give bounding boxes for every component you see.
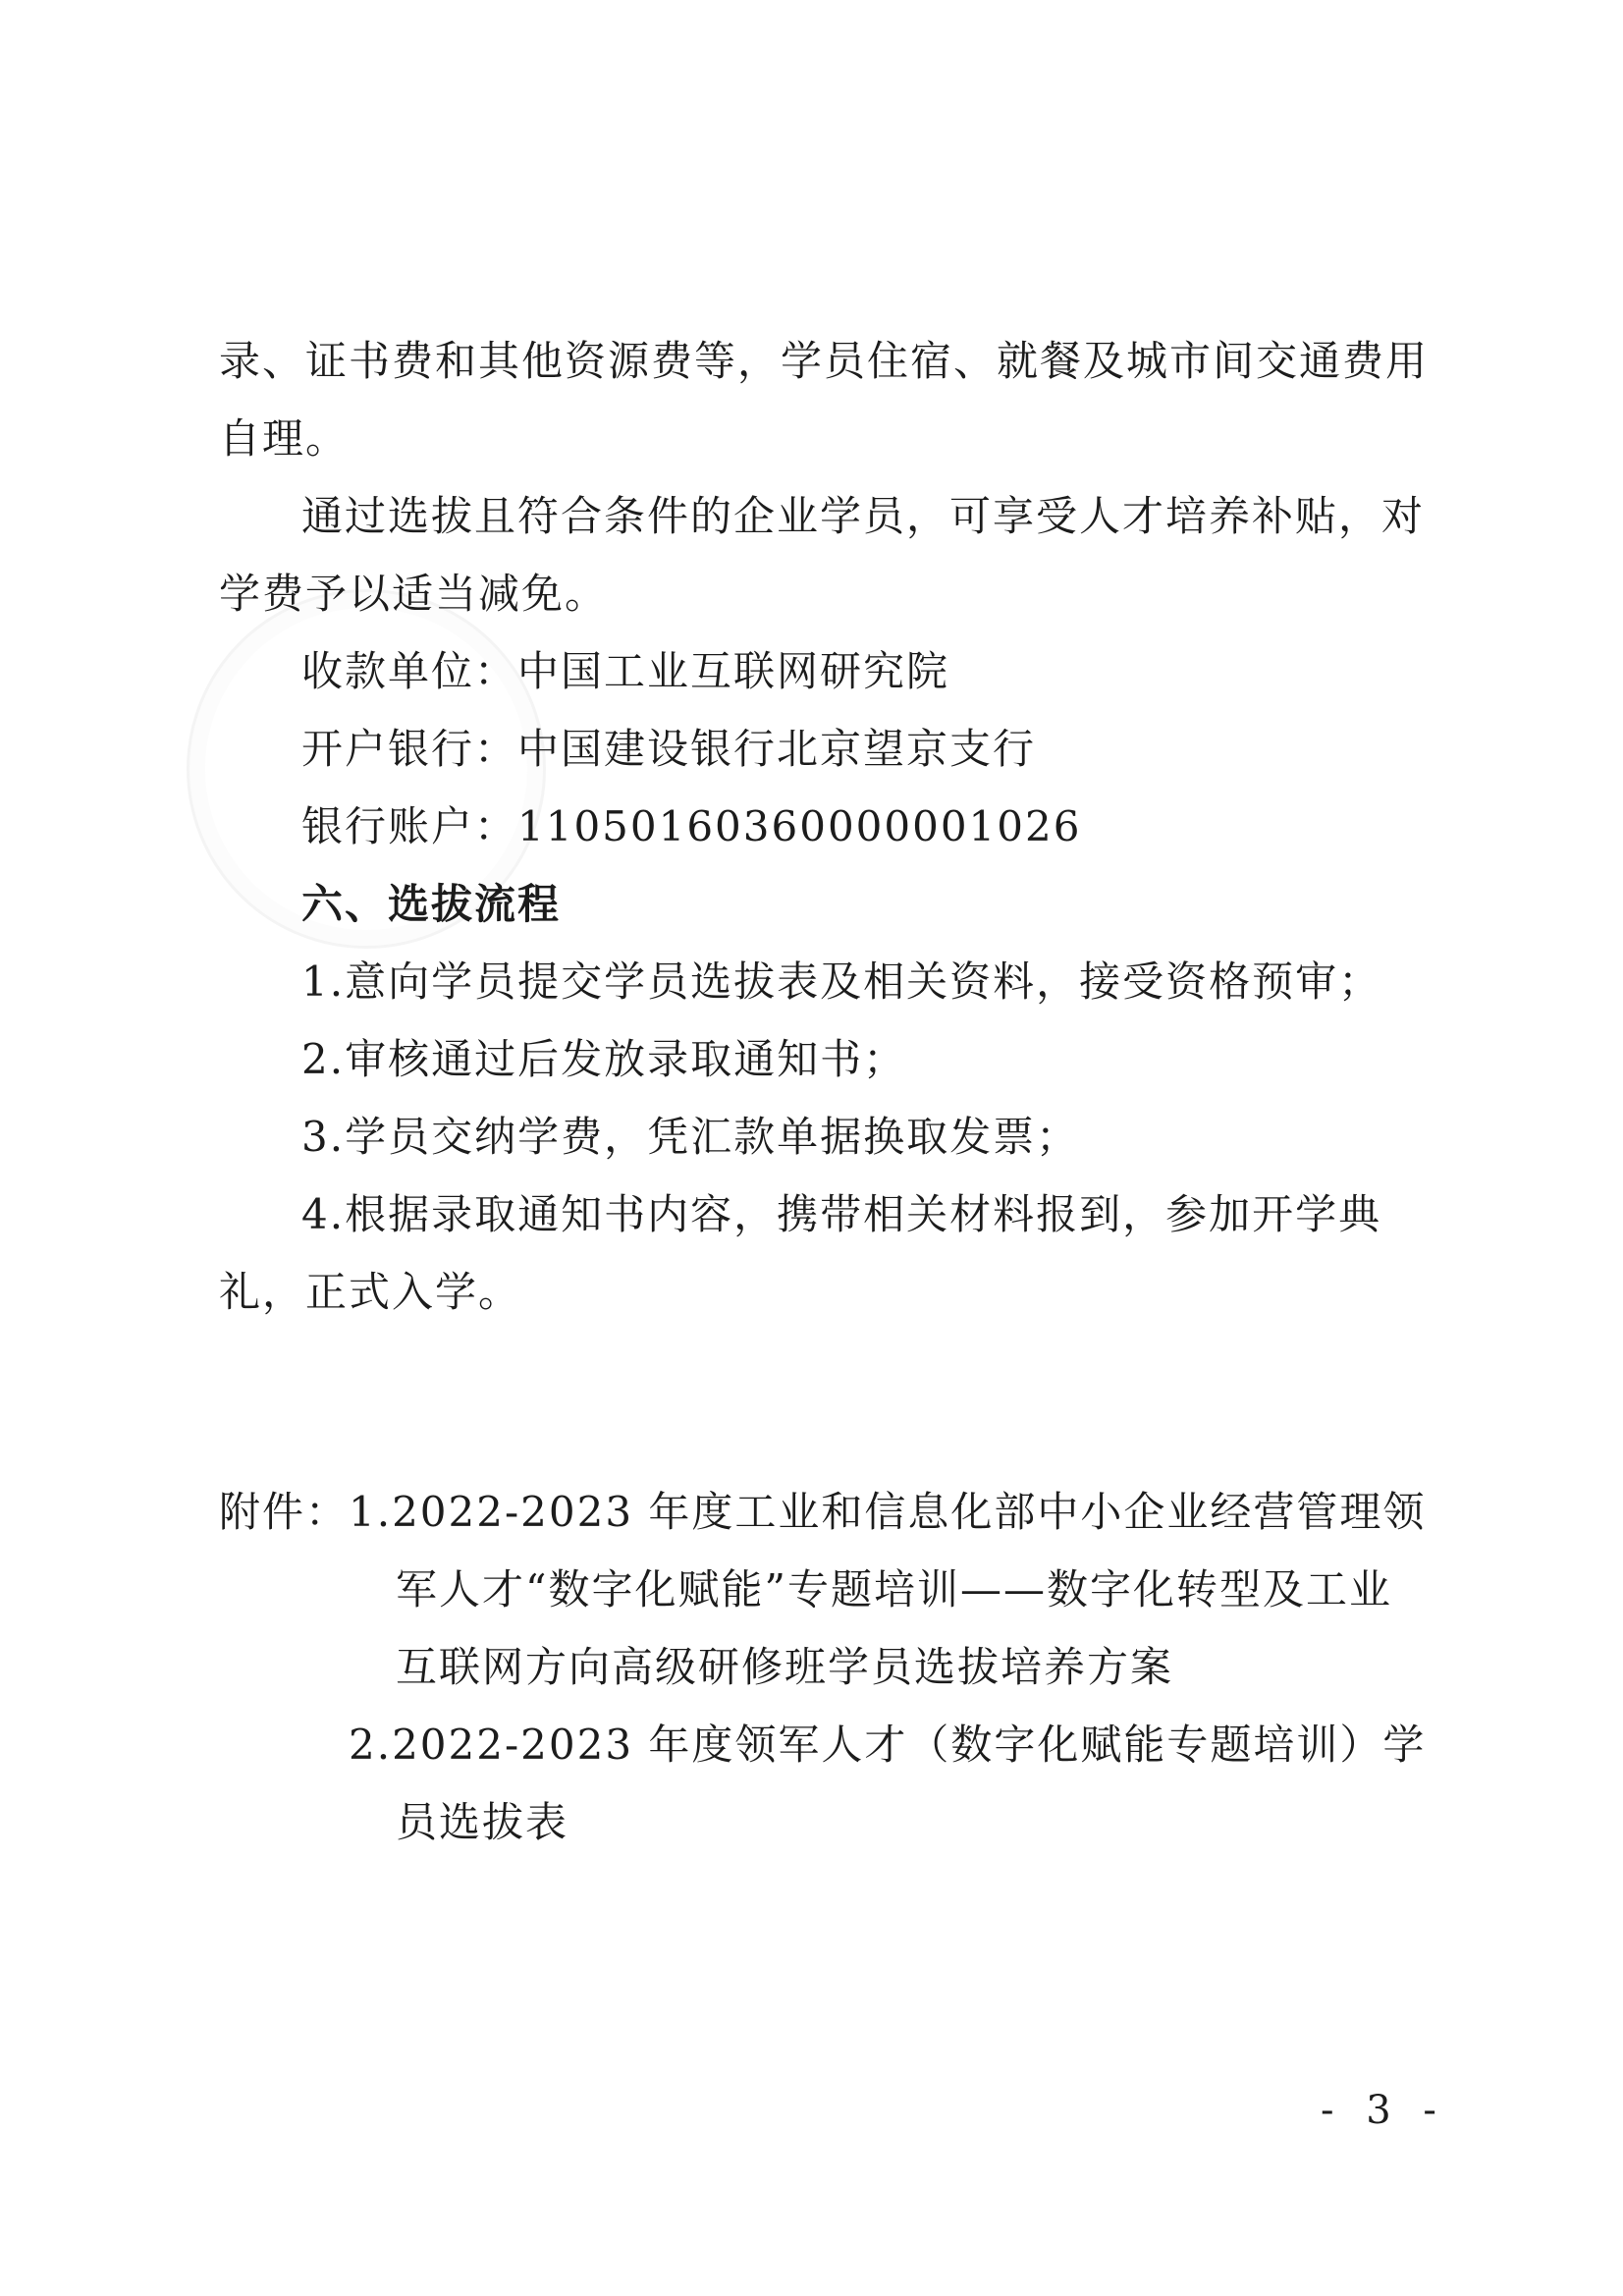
attachment-item: 2.2022-2023 年度领军人才（数字化赋能专题培训）学员选拔表 [349, 1721, 1427, 1846]
page-number: - 3 - [1321, 2088, 1446, 2133]
step-item: 2.审核通过后发放录取通知书； [301, 1035, 907, 1083]
attachments-list [349, 1473, 1429, 1861]
bank-line: 开户银行：中国建设银行北京望京支行 [301, 725, 1037, 773]
attachments-section [219, 1473, 1429, 1861]
payee-line: 收款单位：中国工业互联网研究院 [301, 647, 950, 695]
account-line: 银行账户：11050160360000001026 [301, 802, 1082, 850]
attachments-label: 附件： [219, 1488, 350, 1536]
paragraph-fees: 录、证书费和其他资源费等，学员住宿、就餐及城市间交通费用自理。 [219, 337, 1430, 463]
body-text [219, 322, 1429, 1331]
paragraph-subsidy: 通过选拔且符合条件的企业学员，可享受人才培养补贴，对学费予以适当减免。 [219, 492, 1426, 618]
step-item: 3.学员交纳学费，凭汇款单据换取发票； [301, 1113, 1080, 1161]
attachment-item: 1.2022-2023 年度工业和信息化部中小企业经营管理领军人才“数字化赋能”专题培训——数字化转型及工业互联网方向高级研修班学员选拔培养方案 [349, 1488, 1427, 1691]
section-heading: 六、选拔流程 [301, 880, 562, 928]
step-item: 1.意向学员提交学员选拔表及相关资料，接受资格预审； [301, 957, 1382, 1006]
step-item: 4.根据录取通知书内容，携带相关材料报到，参加开学典礼，正式入学。 [219, 1190, 1382, 1316]
